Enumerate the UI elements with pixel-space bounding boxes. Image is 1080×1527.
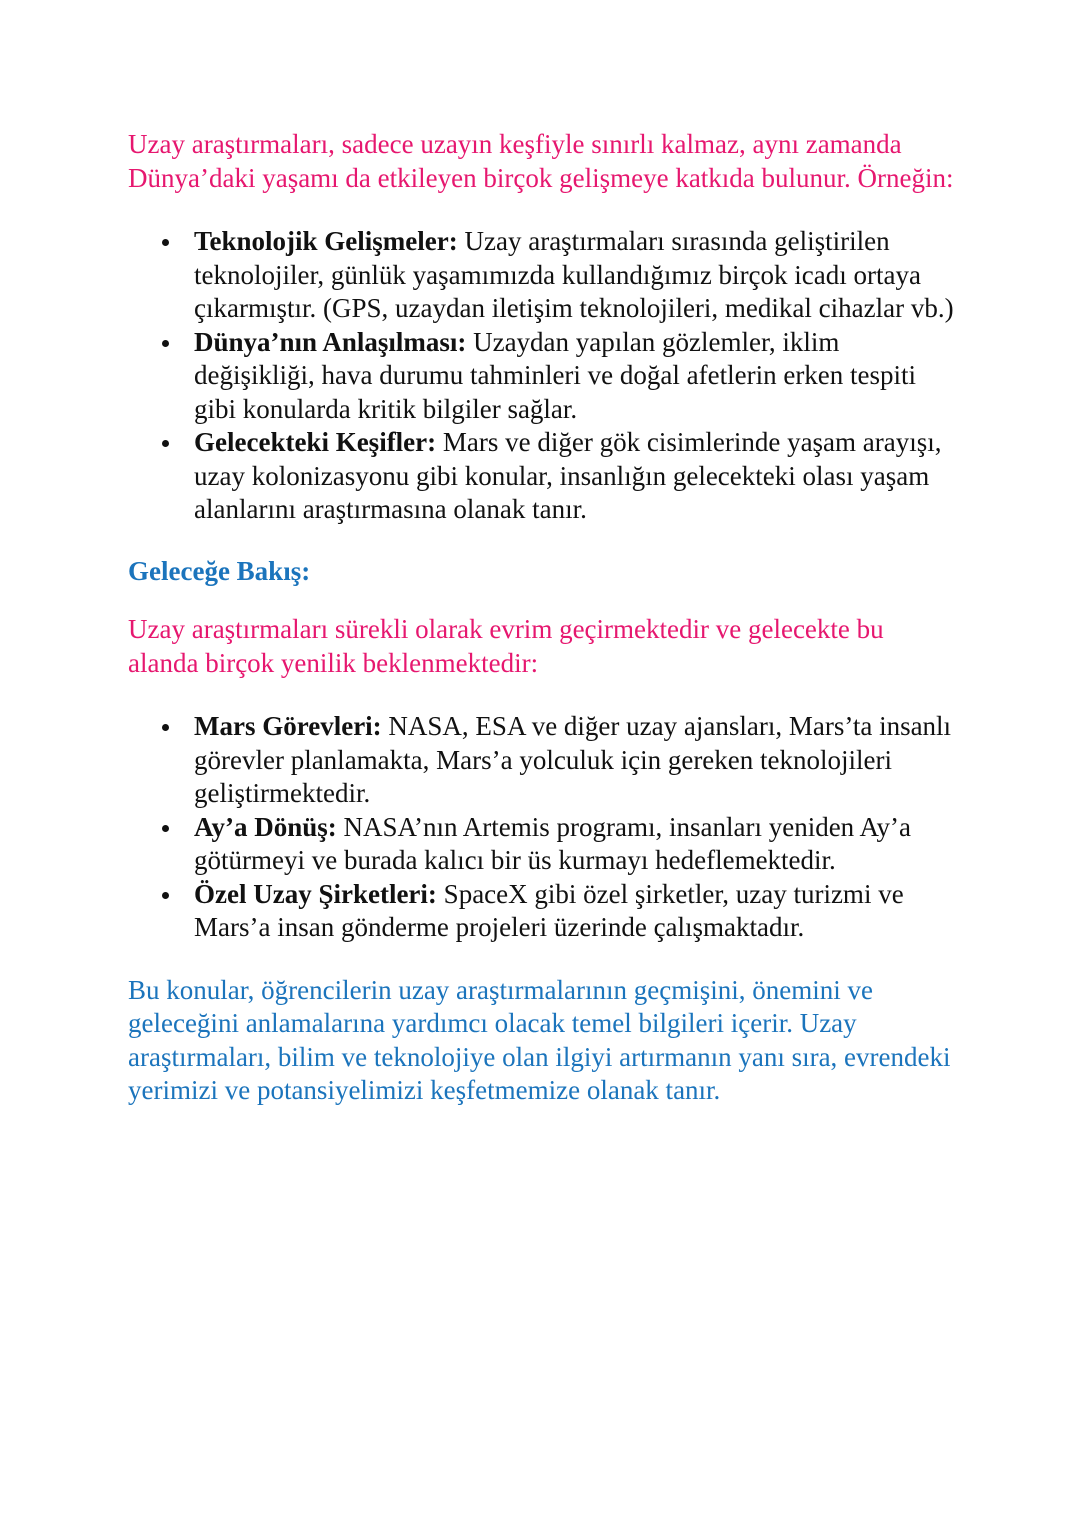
list-item (128, 225, 958, 326)
list-item-text: Uzay araştırmaları sırasında geliştirilen teknolojiler, günlük yaşamımızda kullandığımız birçok icadı ortaya çıkarmıştır. (GPS, uzaydan iletişim teknolojileri, medikal cihazlar vb.) (194, 226, 954, 323)
list-item-text: Uzaydan yapılan gözlemler, iklim değişikliği, hava durumu tahminleri ve doğal afetlerin erken tespiti gibi konularda kritik bilgiler sağlar. (194, 326, 917, 424)
list-item-text: Mars ve diğer gök cisimlerinde yaşam arayışı, uzay kolonizasyonu gibi konular, insanlığın gelecekteki olası yaşam alanlarını araştırmasına olanak tanır. (194, 427, 942, 524)
section-heading: Geleceğe Bakış: (128, 555, 311, 586)
list-item-term: Gelecekteki Keşifler: (194, 427, 437, 457)
intro-paragraph: Uzay araştırmaları, sadece uzayın keşfiyle sınırlı kalmaz, aynı zamanda Dünya’daki yaşamı da etkileyen birçok gelişmeye katkıda bulunur. Örneğin: (128, 129, 954, 193)
bullet-icon (162, 340, 169, 347)
list-item (128, 710, 958, 811)
summary-paragraph: Bu konular, öğrencilerin uzay araştırmalarının geçmişini, önemini ve geleceğini anlamalarına yardımcı olacak temel bilgileri içerir. Uzay araştırmaları, bilim ve teknolojiye olan ilgiyi artırmanın yanı sıra, evrendeki yerimizi ve potansiyelimizi keşfetmemize olanak tanır. (128, 974, 951, 1105)
list-item-text: SpaceX gibi özel şirketler, uzay turizmi ve Mars’a insan gönderme projeleri üzerinde çalışmaktadır. (194, 878, 904, 942)
list-item (128, 811, 958, 878)
list-item (128, 878, 958, 945)
bullet-icon (162, 892, 169, 899)
list-item-term: Özel Uzay Şirketleri: (194, 878, 437, 909)
list-item (128, 326, 958, 427)
future-intro-paragraph: Uzay araştırmaları sürekli olarak evrim geçirmektedir ve gelecekte bu alanda birçok yenilik beklenmektedir: (128, 614, 884, 678)
list-item-text: NASA’nın Artemis programı, insanları yeniden Ay’a götürmeyi ve burada kalıcı bir üs kurmayı hedeflemektedir. (194, 811, 911, 875)
bullet-icon (162, 724, 169, 731)
list-item-term: Mars Görevleri: (194, 711, 382, 741)
list-item (128, 426, 958, 527)
list-item-text: NASA, ESA ve diğer uzay ajansları, Mars’ta insanlı görevler planlamakta, Mars’a yolculuk için gereken teknolojileri geliştirmektedir. (194, 711, 952, 808)
future-list (128, 710, 958, 945)
list-item-term: Dünya’nın Anlaşılması: (194, 326, 467, 357)
document-content (128, 128, 958, 1108)
bullet-icon (162, 825, 169, 832)
bullet-icon (162, 239, 169, 246)
list-item-term: Ay’a Dönüş: (194, 811, 337, 842)
benefits-list (128, 225, 958, 527)
bullet-icon (162, 440, 169, 447)
list-item-term: Teknolojik Gelişmeler: (194, 226, 458, 256)
